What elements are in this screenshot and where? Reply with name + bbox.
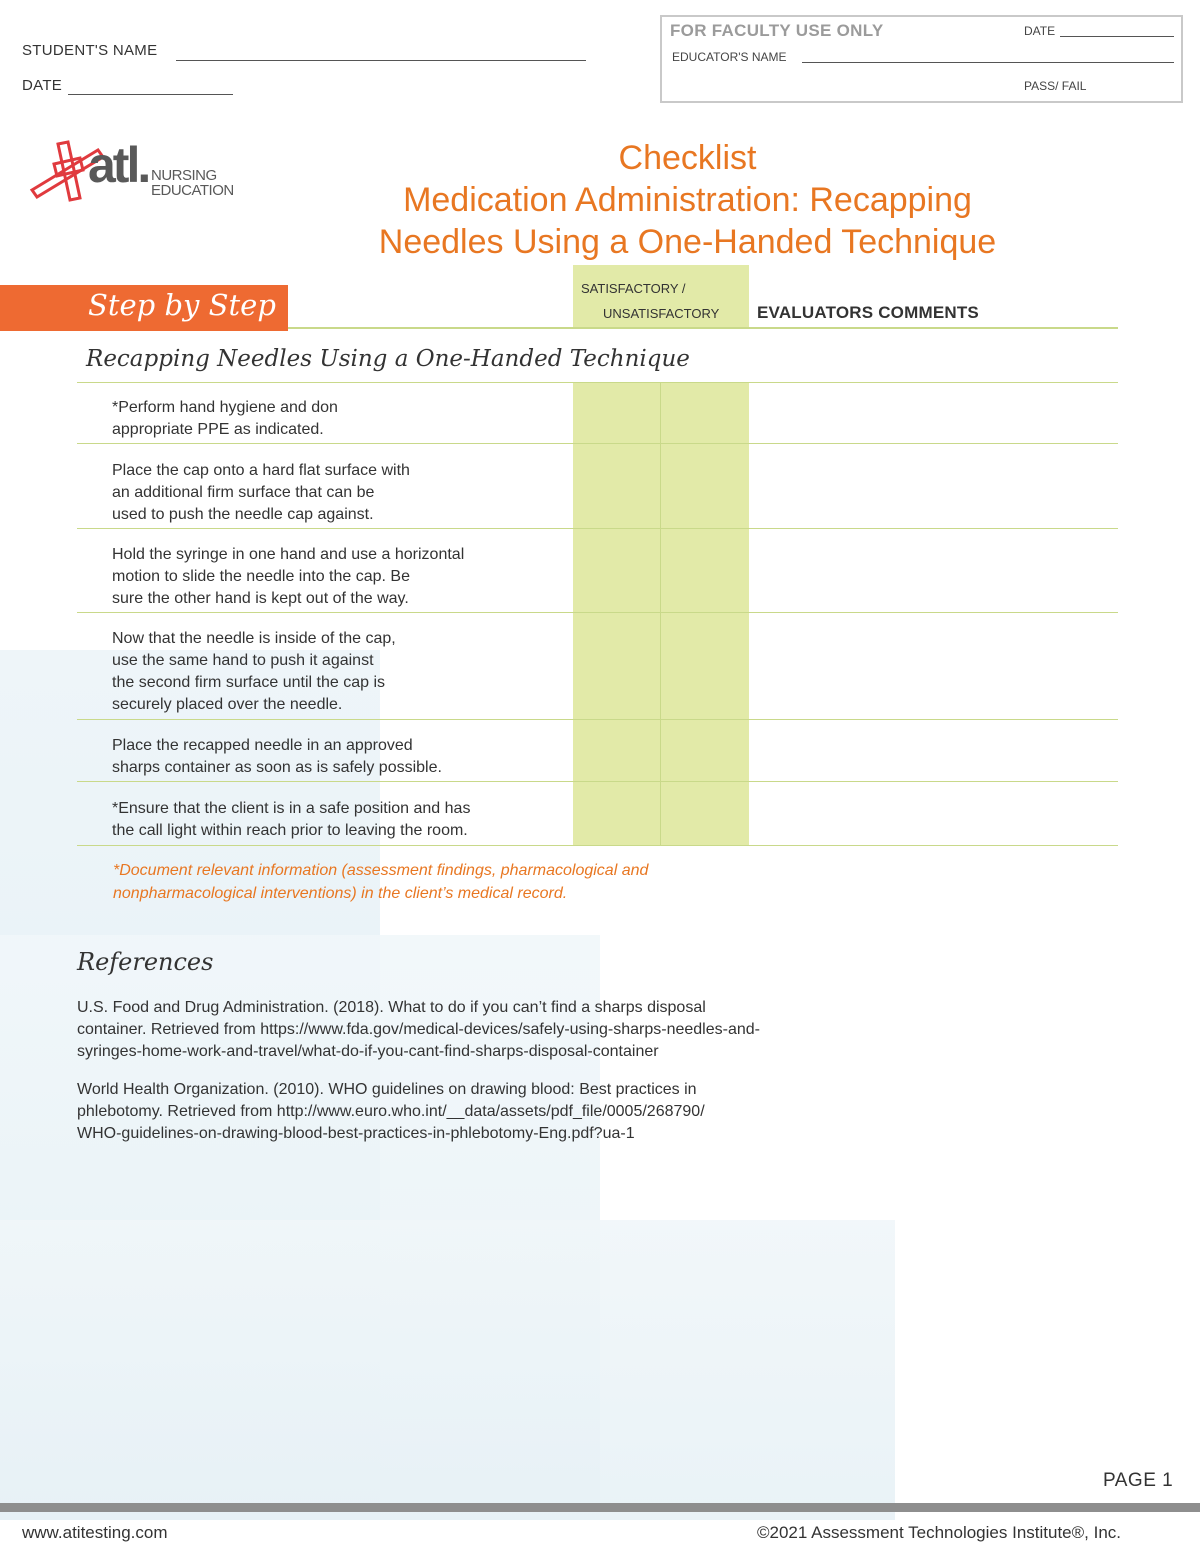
checklist-step: Place the cap onto a hard flat surface with an additional firm surface that can be used to push the needle cap against. bbox=[112, 462, 410, 523]
checklist-step: Place the recapped needle in an approved sharps container as soon as is safely possible. bbox=[112, 737, 442, 776]
row-divider bbox=[77, 781, 1118, 782]
checklist-step: *Perform hand hygiene and don appropriate PPE as indicated. bbox=[112, 399, 338, 438]
student-date-label: DATE bbox=[22, 77, 63, 94]
student-name-field[interactable] bbox=[176, 60, 586, 61]
section-title: Recapping Needles Using a One-Handed Technique bbox=[86, 346, 690, 372]
row-divider bbox=[77, 845, 1118, 846]
step-by-step-heading: Step by Step bbox=[88, 288, 276, 322]
documentation-note: *Document relevant information (assessment findings, pharmacological and nonpharmacological interventions) in the client’s medical record. bbox=[113, 862, 649, 902]
sat-unsat-divider bbox=[660, 383, 661, 845]
unsatisfactory-label: UNSATISFACTORY bbox=[603, 306, 720, 321]
faculty-date-field[interactable] bbox=[1060, 36, 1174, 37]
copyright: ©2021 Assessment Technologies Institute®, Inc. bbox=[757, 1523, 1121, 1542]
website-link[interactable]: www.atitesting.com bbox=[22, 1523, 168, 1542]
satisfactory-column bbox=[573, 383, 749, 845]
header-divider bbox=[288, 327, 1118, 329]
reference-item: World Health Organization. (2010). WHO guidelines on drawing blood: Best practices in phlebotomy. Retrieved from http://www.euro.who.int/__data/assets/pdf_file/0005/268790/ WHO-guidelines-on-drawing-blood-best-practices-in-phlebotomy-Eng.pdf?ua-1 bbox=[77, 1081, 705, 1142]
checklist-step: *Ensure that the client is in a safe position and has the call light within reach prior to leaving the room. bbox=[112, 800, 471, 839]
evaluators-comments-header: EVALUATORS COMMENTS bbox=[757, 303, 979, 322]
educator-name-field[interactable] bbox=[802, 62, 1174, 63]
pass-fail-label: PASS/ FAIL bbox=[1024, 79, 1087, 93]
page-number: PAGE 1 bbox=[1103, 1470, 1174, 1491]
page-title bbox=[300, 137, 1075, 263]
student-date-field[interactable] bbox=[68, 94, 233, 95]
satisfactory-label: SATISFACTORY / bbox=[581, 281, 686, 296]
faculty-use-box bbox=[660, 15, 1183, 103]
title-line: Checklist bbox=[618, 139, 757, 177]
title-line: Medication Administration: Recapping bbox=[403, 181, 972, 219]
logo-line-nursing: NURSING bbox=[151, 167, 217, 184]
student-name-label: STUDENT'S NAME bbox=[22, 42, 158, 59]
reference-item: U.S. Food and Drug Administration. (2018). What to do if you can’t find a sharps disposal container. Retrieved from https://www.fda.gov/medical-devices/safely-using-sharps-needles-and- syringes-home-work-and-travel/what-do-if-you-cant-find-sharps-disposal-container bbox=[77, 999, 760, 1060]
faculty-title: FOR FACULTY USE ONLY bbox=[670, 21, 884, 40]
educator-name-label: EDUCATOR'S NAME bbox=[672, 50, 787, 64]
logo-line-education: EDUCATION bbox=[151, 182, 234, 199]
atl-logo bbox=[28, 138, 248, 213]
references-title: References bbox=[77, 948, 214, 976]
checklist-step: Now that the needle is inside of the cap, use the same hand to push it against the second firm surface until the cap is securely placed over the needle. bbox=[112, 630, 396, 713]
background-panel bbox=[0, 1220, 895, 1520]
row-divider bbox=[77, 612, 1118, 613]
title-line: Needles Using a One-Handed Technique bbox=[378, 223, 997, 261]
logo-tagline bbox=[151, 168, 234, 198]
faculty-date-label: DATE bbox=[1024, 24, 1056, 38]
row-divider bbox=[77, 719, 1118, 720]
checklist-step: Hold the syringe in one hand and use a horizontal motion to slide the needle into the cap. Be sure the other hand is kept out of the way. bbox=[112, 546, 465, 607]
footer-bar bbox=[0, 1503, 1200, 1512]
logo-brand: atl. bbox=[88, 137, 149, 193]
row-divider bbox=[77, 528, 1118, 529]
row-divider bbox=[77, 443, 1118, 444]
